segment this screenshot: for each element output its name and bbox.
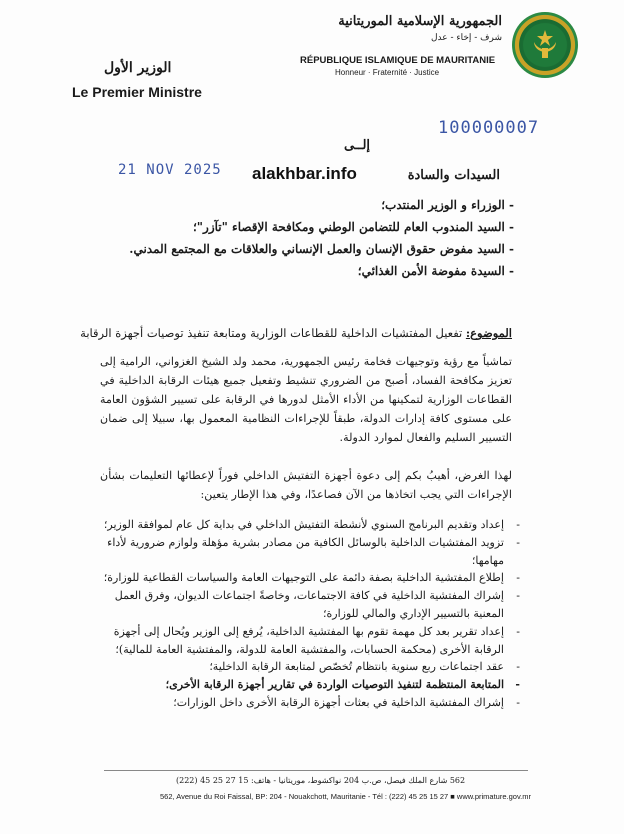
source-watermark: alakhbar.info (252, 164, 357, 183)
instruction-item: - إشراك المفتشية الداخلية في كافة الاجتماعات، وخاصةً اجتماعات الديوان، وفرق العمل المعنية بالتسيير الإداري والمالي للوزارة؛ (84, 587, 520, 623)
instruction-item: - إشراك المفتشية الداخلية في بعثات أجهزة الرقابة الأخرى داخل الوزارات؛ (84, 694, 520, 712)
addressee-heading: السيدات والسادة (407, 168, 500, 183)
instruction-item: - عقد اجتماعات ربع سنوية بانتظام تُخصّص لمتابعة الرقابة الداخلية؛ (84, 658, 520, 676)
republic-name-french: RÉPUBLIQUE ISLAMIQUE DE MAURITANIE (300, 55, 496, 66)
recipient-item: - السيد مفوض حقوق الإنسان والعمل الإنساني والعلاقات مع المجتمع المدني. (129, 242, 514, 256)
reference-number-stamp: 100000007 (438, 118, 540, 138)
instruction-item: - تزويد المفتشيات الداخلية بالوسائل الكافية من مصادر بشرية مؤهلة ولوازم ضرورية لأداء مهامها؛ (84, 534, 520, 570)
subject-line (80, 326, 512, 340)
footer-address-arabic: 562 شارع الملك فيصل، ص.ب 204 نواكشوط، موريتانيا - هاتف: 15 27 25 45 (222) (176, 776, 466, 785)
office-title-french: Le Premier Ministre (72, 84, 202, 100)
body-paragraph-2: لهذا الغرض، أهيبُ بكم إلى دعوة أجهزة التفتيش الداخلي فوراً لإعطائها التعليمات بشأن الإجراءات التي يجب اتخاذها من الآن فصاعدًا، وفي هذا الإطار يتعين: (100, 469, 512, 501)
instruction-item: - إعداد تقرير بعد كل مهمة تقوم بها المفتشية الداخلية، يُرفع إلى الوزير ويُحال إلى أجهزة الرقابة الأخرى (محكمة الحسابات، والمفتشية العامة للدولة، والمفتشية العامة للمالية)؛ (84, 623, 520, 659)
mauritania-seal-icon (512, 12, 578, 78)
republic-name-arabic: الجمهورية الإسلامية الموريتانية (338, 14, 502, 29)
to-label: إلــى (344, 138, 371, 153)
recipient-item: - السيدة مفوضة الأمن الغذائي؛ (358, 264, 514, 278)
instructions-list (84, 516, 520, 712)
footer-divider (104, 770, 528, 771)
subject-label: الموضوع: (465, 326, 512, 340)
recipient-item: - السيد المندوب العام للتضامن الوطني ومكافحة الإقصاء "تآزر"؛ (193, 220, 514, 234)
footer-address-french: 562, Avenue du Roi Faissal, BP: 204 - Nouakchott, Mauritanie - Tél : (222) 45 25 15 27 ■ www.primature.gov.mr (160, 792, 531, 801)
subject-text: تفعيل المفتشيات الداخلية للقطاعات الوزارية ومتابعة تنفيذ توصيات أجهزة الرقابة (80, 326, 463, 340)
office-title-arabic: الوزير الأول (104, 60, 172, 76)
motto-arabic: شرف - إخاء - عدل (430, 33, 502, 43)
body-paragraph-1: تماشياً مع رؤية وتوجيهات فخامة رئيس الجمهورية، محمد ولد الشيخ الغزواني، الرامية إلى تعزيز مكافحة الفساد، أصبح من الضروري تنشيط وتفعيل جميع هيئات الرقابة الداخلية في القطاعات الوزارية لتمكينها من الأداء الأمثل لدورها في الرقابة على تسيير الشؤون العامة على مستوى كافة إدارات الدولة، طبقاً للإجراءات النظامية المعمول بها، سبيلا إلى ضمان التسيير السليم والفعال لموارد الدولة. (100, 355, 512, 444)
date-stamp: 21 NOV 2025 (118, 162, 222, 178)
instruction-item: - المتابعة المنتظمة لتنفيذ التوصيات الواردة في تقارير أجهزة الرقابة الأخرى؛ (84, 676, 520, 694)
recipient-item: - الوزراء و الوزير المنتدب؛ (381, 198, 514, 212)
instruction-item: - إعداد وتقديم البرنامج السنوي لأنشطة التفتيش الداخلي في بداية كل عام لموافقة الوزير؛ (84, 516, 520, 534)
instruction-item: - إطلاع المفتشية الداخلية بصفة دائمة على التوجيهات العامة والسياسات القطاعية للوزارة؛ (84, 569, 520, 587)
motto-french: Honneur · Fraternité · Justice (335, 68, 440, 77)
